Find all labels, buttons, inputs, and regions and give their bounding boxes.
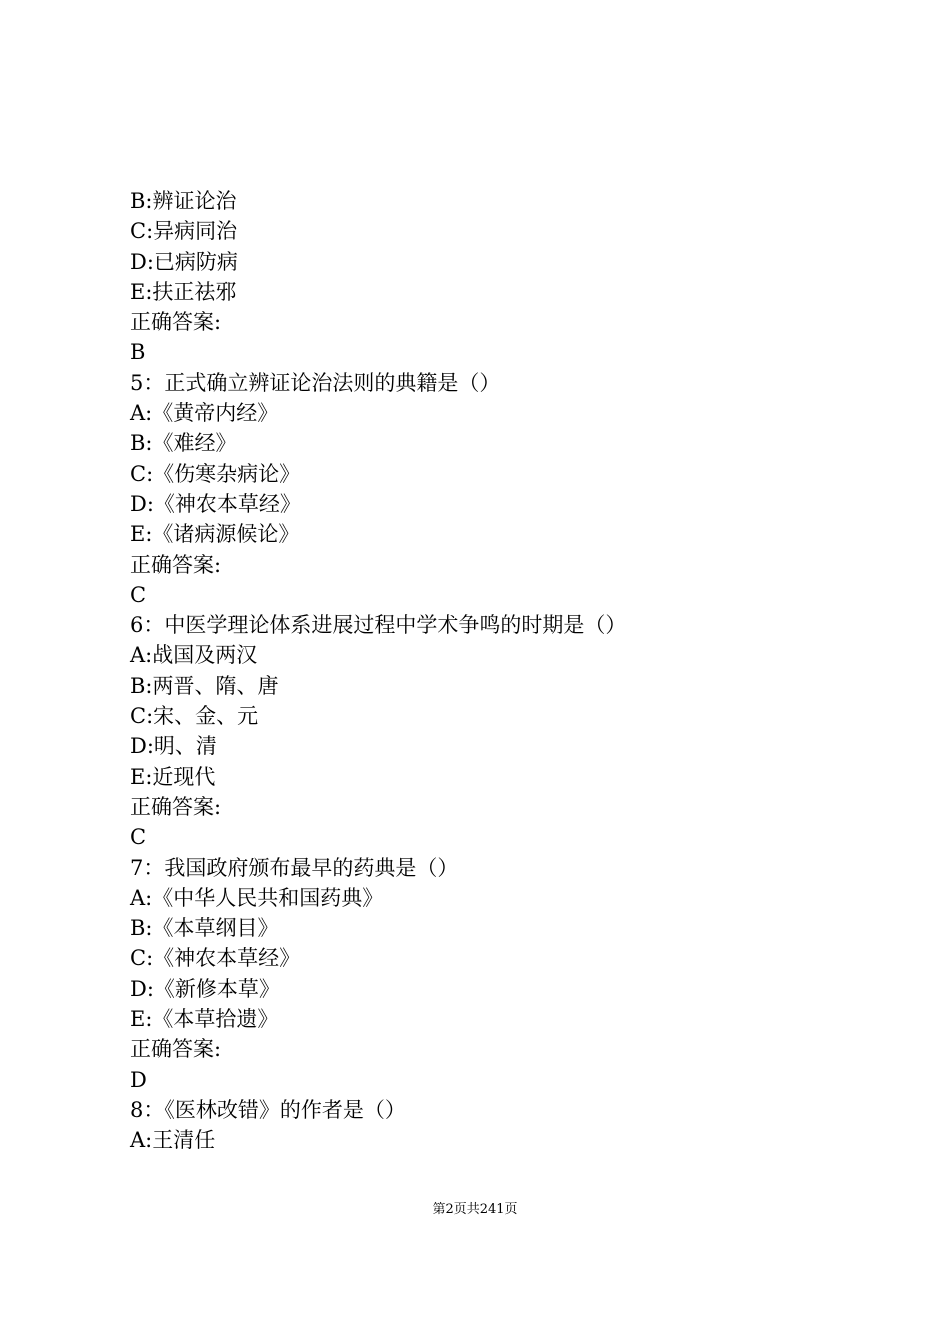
- answer-value-q7: D: [130, 1067, 147, 1092]
- answer-label-q7: 正确答案:: [130, 1037, 222, 1062]
- answer-label-q5: 正确答案:: [130, 552, 222, 577]
- option-e-q5: E:《诸病源候论》: [130, 522, 300, 547]
- option-b-q5: B:《难经》: [130, 431, 237, 456]
- question-8: 8：《医林改错》的作者是（）: [130, 1097, 406, 1122]
- option-d-q4: D:已病防病: [130, 249, 238, 274]
- option-e-q7: E:《本草拾遗》: [130, 1007, 279, 1032]
- option-c-q5: C:《伤寒杂病论》: [130, 461, 301, 486]
- option-e-q4: E:扶正祛邪: [130, 279, 237, 304]
- answer-label-q4: 正确答案:: [130, 310, 222, 335]
- question-7: 7：我国政府颁布最早的药典是（）: [130, 855, 459, 880]
- option-b-q7: B:《本草纲目》: [130, 916, 279, 941]
- option-a-q6: A:战国及两汉: [130, 643, 258, 668]
- option-a-q5: A:《黄帝内经》: [130, 401, 279, 426]
- option-c-q7: C:《神农本草经》: [130, 946, 301, 971]
- page-footer: 第2页共241页: [432, 1202, 518, 1217]
- option-c-q6: C:宋、金、元: [130, 704, 259, 729]
- option-c-q4: C:异病同治: [130, 219, 238, 244]
- option-d-q5: D:《神农本草经》: [130, 491, 301, 516]
- option-e-q6: E:近现代: [130, 764, 216, 789]
- option-d-q7: D:《新修本草》: [130, 976, 280, 1001]
- question-5: 5：正式确立辨证论治法则的典籍是（）: [130, 370, 501, 395]
- question-list: [130, 186, 830, 1156]
- answer-value-q6: C: [130, 825, 147, 850]
- option-d-q6: D:明、清: [130, 734, 217, 759]
- answer-value-q4: B: [130, 340, 146, 365]
- option-b-q4: B:辨证论治: [130, 189, 237, 213]
- question-6: 6：中医学理论体系进展过程中学术争鸣的时期是（）: [130, 613, 627, 638]
- option-b-q6: B:两晋、隋、唐: [130, 673, 279, 698]
- answer-label-q6: 正确答案:: [130, 794, 222, 819]
- option-a-q7: A:《中华人民共和国药典》: [130, 885, 384, 910]
- option-a-q8: A:王清任: [130, 1128, 216, 1153]
- answer-value-q5: C: [130, 582, 147, 607]
